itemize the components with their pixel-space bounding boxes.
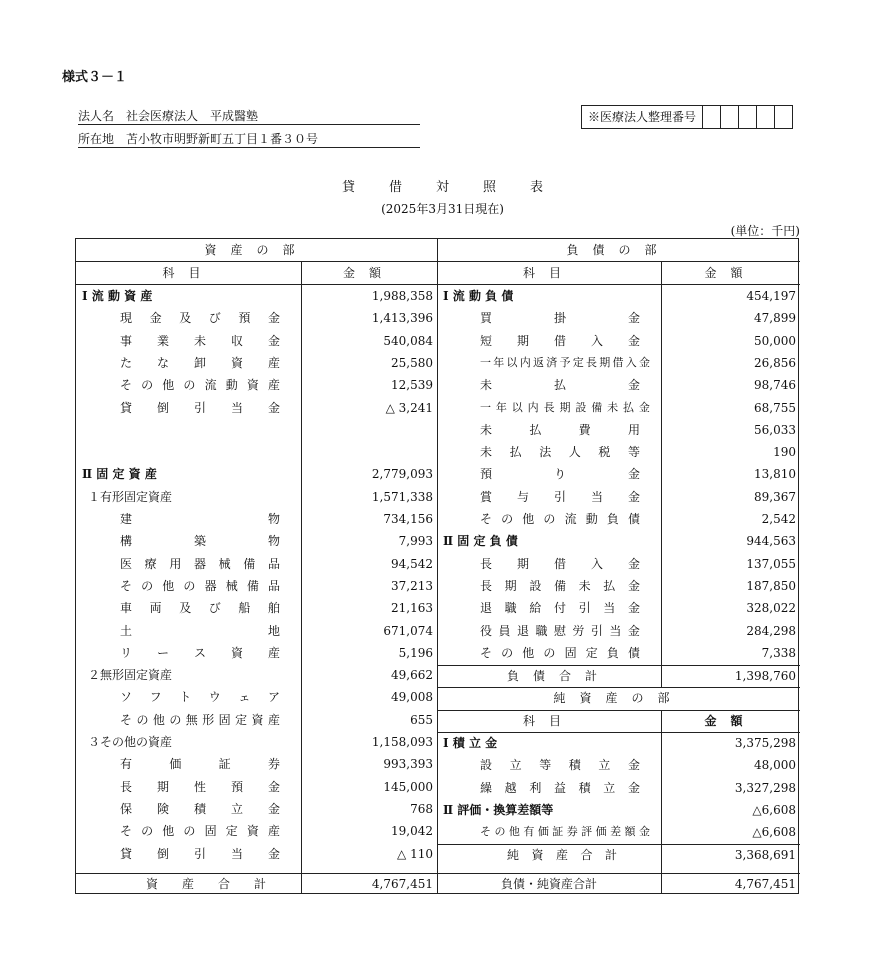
net-assets-major-label: Ⅱ 評価・換算差額等 [443,802,554,817]
corp-name-value: 社会医療法人 平成醫塾 [126,109,259,123]
assets-amount: 768 [410,801,433,816]
registration-cell [775,106,792,128]
liabilities-major-label: Ⅰ 流 動 負 債 [443,289,514,303]
liabilities-major-label: Ⅱ 固 定 負 債 [443,534,518,549]
assets-item-label: 貸 倒 引 当 金 [120,400,280,415]
registration-cell [721,106,739,128]
net-assets-item-label: 設 立 等 積 立 金 [480,758,640,773]
liabilities-amount: 7,338 [761,645,796,660]
grand-total-amount: 4,767,451 [734,877,796,891]
assets-item-label: ソ フ ト ウ ェ ア [120,690,280,705]
net-assets-total-amount: 3,368,691 [734,847,796,862]
assets-group-label: １有形固定資産 [88,489,173,504]
assets-item-label: 土 地 [120,623,280,638]
assets-major-label: Ⅱ 固 定 資 産 [82,467,157,482]
registration-cell [757,106,775,128]
liabilities-amount: 98,746 [754,378,796,393]
assets-amount: △ 3,241 [385,400,433,415]
net-assets-section-header: 純資産の部 [553,691,684,706]
liabilities-item-label: 長 期 設 備 未 払 金 [480,578,640,593]
liabilities-amount: 13,810 [754,467,796,482]
assets-item-label: そ の 他 の 流 動 資 産 [120,378,280,393]
net-assets-item-label: 繰 越 利 益 積 立 金 [480,780,640,795]
assets-amount: 25,580 [391,355,433,370]
assets-item-label: 車 両 及 び 船 舶 [120,601,280,616]
unit-label: (単位：千円) [730,224,800,238]
liabilities-amount: 284,298 [746,623,796,638]
corp-name-label: 法人名 [78,109,115,123]
assets-item-label: 貸 倒 引 当 金 [120,846,280,861]
assets-group-label: ３その他の資産 [88,735,173,749]
liabilities-item-label: 一 年 以 内 長 期 設 備 未 払 金 [480,400,650,414]
assets-total-label: 資 産 合 計 [146,877,266,891]
net-assets-amount: 48,000 [754,758,796,773]
assets-item-label: 医 療 用 器 械 備 品 [120,556,280,571]
assets-section-header: 資産の部 [204,243,309,257]
liabilities-item-label: 一 年 以 内 返 済 予 定 長 期 借 入 金 [480,355,650,369]
assets-amount: 540,084 [383,333,433,348]
assets-amount: 1,413,396 [371,311,433,326]
assets-item-label: リ ー ス 資 産 [120,645,280,660]
assets-item-label: 保 険 積 立 金 [120,801,280,816]
liabilities-total-amount-divider [661,665,662,687]
assets-amount: 993,393 [383,757,433,772]
assets-amount: 671,074 [383,623,433,638]
address-line [78,131,420,148]
liabilities-item-label: 短 期 借 入 金 [480,333,640,348]
assets-item-label: 建 物 [120,512,280,526]
liabilities-amount: 328,022 [746,601,796,616]
liabilities-item-label: 預 り 金 [480,467,640,482]
assets-item-label: そ の 他 の 器 械 備 品 [120,578,280,593]
registration-cell [703,106,721,128]
assets-item-label: そ の 他 の 固 定 資 産 [120,824,280,839]
assets-total-amount: 4,767,451 [371,877,433,891]
grand-total-amount-divider [661,873,662,893]
assets-amount: △ 110 [397,846,433,861]
registration-number-box [581,105,793,129]
net-assets-item-label: そ の 他 有 価 証 券 評 価 差 額 金 [480,825,650,839]
assets-major-label: Ⅰ 流 動 資 産 [82,289,153,303]
document-title: 貸借対照表 [341,180,577,195]
liabilities-section-header: 負債の部 [566,243,671,257]
assets-amount: 19,042 [391,824,433,839]
assets-item-label: そ の 他 の 無 形 固 定 資 産 [120,712,280,727]
liabilities-total-label: 負 債 合 計 [507,669,597,684]
assets-amount: 49,662 [391,668,433,683]
assets-item-label: 有 価 証 券 [120,757,280,772]
assets-item-label: 現 金 及 び 預 金 [120,311,280,326]
liabilities-amount: 454,197 [746,289,796,303]
assets-item-label: た な 卸 資 産 [120,355,280,370]
liabilities-amount: 56,033 [754,422,796,437]
assets-amount: 1,571,338 [371,489,433,504]
assets-amount: 5,196 [398,645,433,660]
liabilities-amount: 68,755 [754,400,796,415]
liabilities-item-label: 長 期 借 入 金 [480,556,640,571]
net-assets-amount: 3,375,298 [734,736,796,750]
assets-item-label: 長 期 性 預 金 [120,779,280,794]
assets-amount: 21,163 [391,601,433,616]
assets-amount: 12,539 [391,378,433,393]
liabilities-item-label: 役 員 退 職 慰 労 引 当 金 [480,623,640,638]
assets-amount: 734,156 [383,512,433,526]
assets-amount: 145,000 [383,779,433,794]
address-value: 苫小牧市明野新町五丁目１番３０号 [126,132,319,146]
net-assets-amount: 3,327,298 [734,780,796,795]
assets-amount: 1,988,358 [371,289,433,303]
net-assets-amount-header: 金額 [704,713,757,728]
assets-item-header: 科目 [162,266,215,280]
address-label: 所在地 [78,132,115,146]
registration-label: ※医療法人整理番号 [582,106,703,128]
assets-amount: 655 [410,712,433,727]
liabilities-item-label: 未 払 法 人 税 等 [480,445,640,460]
liabilities-amount: 26,856 [754,355,796,370]
liabilities-amount: 2,542 [761,512,796,526]
liabilities-amount: 47,899 [754,311,796,326]
assets-amount-header: 金額 [342,266,395,280]
assets-amount: 94,542 [391,556,433,571]
liabilities-item-label: 退 職 給 付 引 当 金 [480,601,640,616]
assets-amount: 7,993 [398,534,433,549]
liabilities-amount: 89,367 [754,489,796,504]
liabilities-amount-divider [661,261,662,665]
registration-cell [739,106,757,128]
assets-item-label: 構 築 物 [120,534,280,549]
corp-name-line [78,108,420,125]
liabilities-amount-header: 金額 [704,266,757,280]
as-of-date: (2025年3月31日現在) [381,202,504,216]
form-number: 様式３－１ [62,70,128,85]
liabilities-total-amount: 1,398,760 [734,669,796,684]
liabilities-amount: 944,563 [746,534,796,549]
liabilities-item-label: そ の 他 の 固 定 負 債 [480,645,640,660]
liabilities-item-label: そ の 他 の 流 動 負 債 [480,512,640,526]
liabilities-item-label: 未 払 費 用 [480,422,640,437]
liabilities-item-label: 賞 与 引 当 金 [480,489,640,504]
liabilities-amount: 50,000 [754,333,796,348]
liabilities-item-label: 買 掛 金 [480,311,640,326]
assets-amount: 1,158,093 [371,735,433,749]
net-assets-amount: △6,608 [752,825,796,840]
net-assets-amount-divider [661,710,662,873]
balance-sheet-table [75,238,799,894]
liabilities-amount: 187,850 [746,578,796,593]
liabilities-item-label: 未 払 金 [480,378,640,393]
assets-amount: 2,779,093 [371,467,433,482]
liabilities-amount: 137,055 [746,556,796,571]
assets-amount-divider [301,261,302,893]
net-assets-item-header: 科目 [522,713,575,728]
liabilities-item-header: 科目 [522,266,575,280]
net-assets-amount: △6,608 [752,802,796,817]
assets-amount: 49,008 [391,690,433,705]
assets-amount: 37,213 [391,578,433,593]
liabilities-amount: 190 [773,445,796,460]
center-divider [437,239,438,893]
net-assets-major-label: Ⅰ 積 立 金 [443,736,498,750]
net-assets-total-label: 純 資 産 合 計 [507,847,617,862]
grand-total-label: 負債・純資産合計 [500,877,597,891]
assets-item-label: 事 業 未 収 金 [120,333,280,348]
assets-group-label: ２無形固定資産 [88,668,173,683]
